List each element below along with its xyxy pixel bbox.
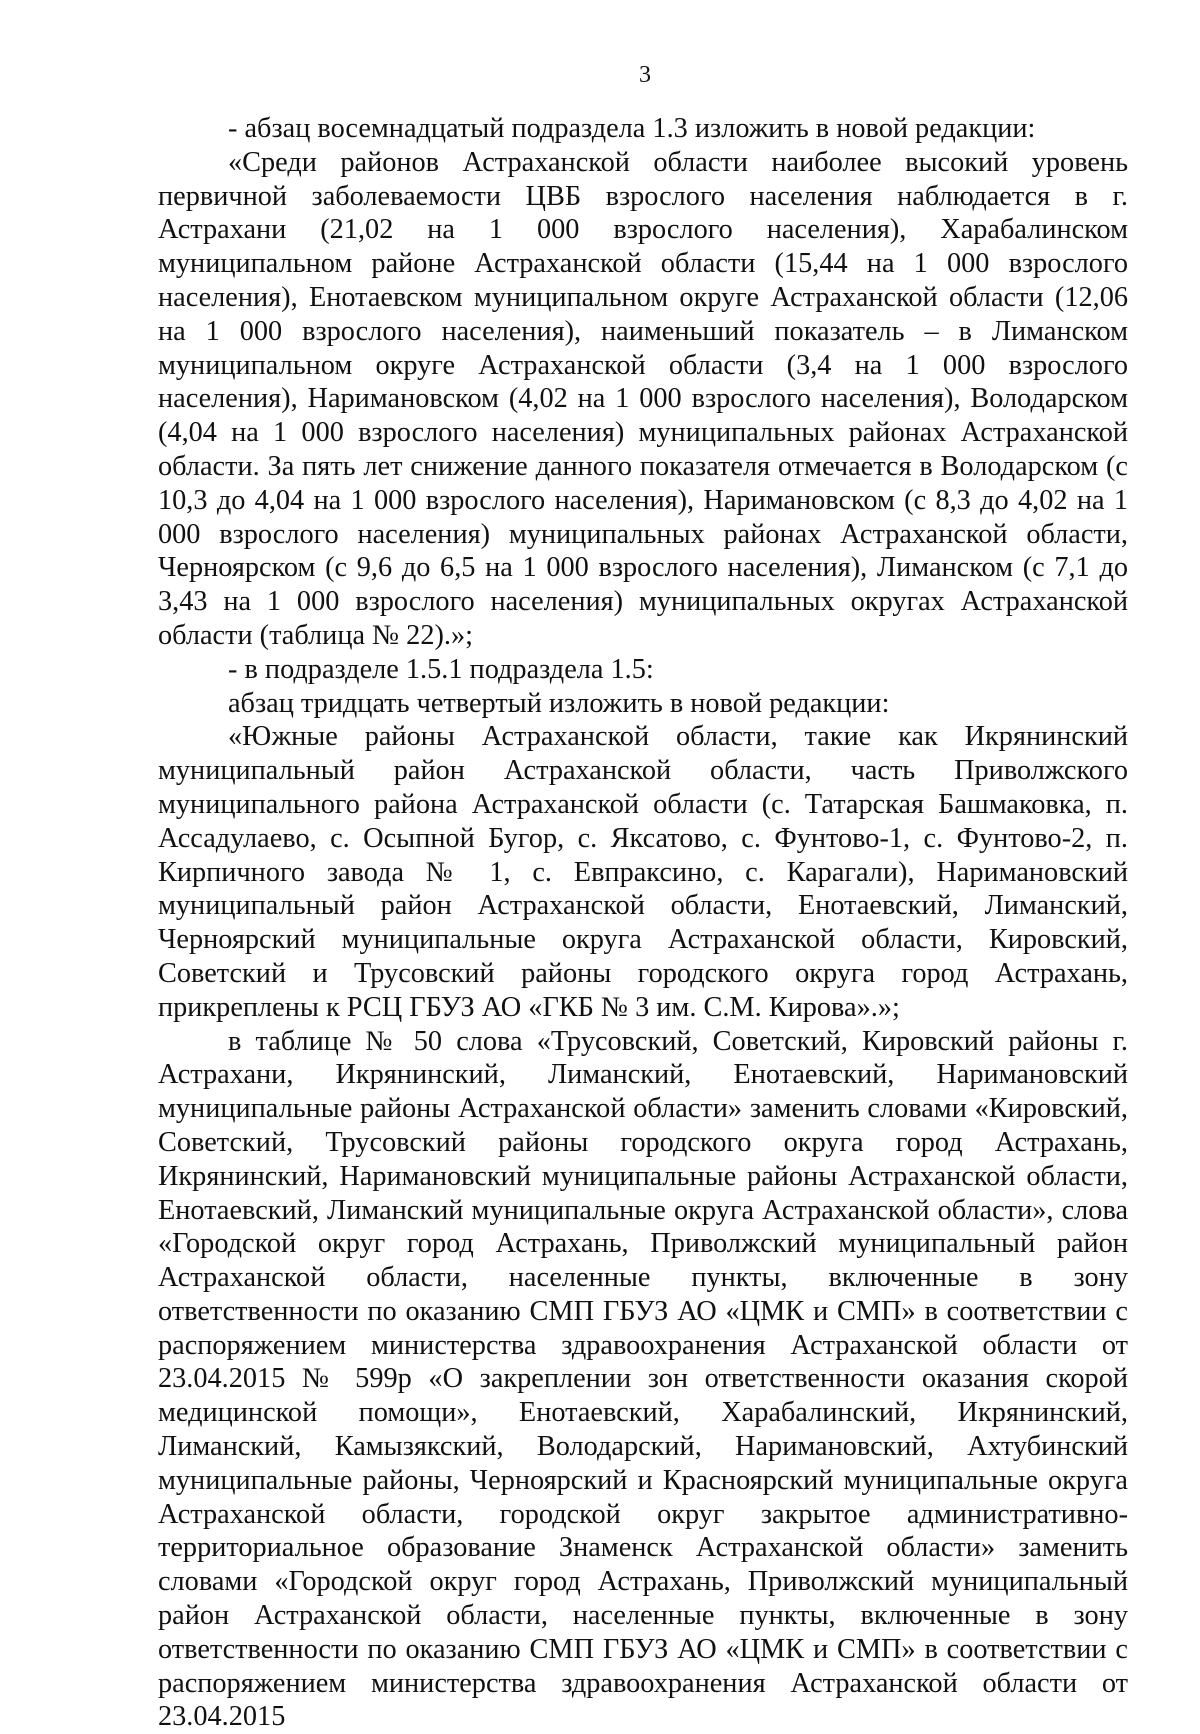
paragraph-southern-districts: «Южные районы Астраханской области, такие как Икрянинский муниципальный район Астраханской области, часть Приволжского муниципального района Астраханской области (с. Татарская Башмаковка, п. Ассадулаево, с. Осыпной Бугор, с. Яксатово, с. Фунтово-1, с. Фунтово-2, п. Кирпичного завода № 1, с. Евпраксино, с. Карагали), Наримановский муниципальный район Астраханской области, Енотаевский, Лиманский, Черноярский муниципальные округа Астраханской области, Кировский, Советский и Трусовский районы городского округа город Астрахань, прикреплены к РСЦ ГБУЗ АО «ГКБ № 3 им. С.М. Кирова».»; [158, 721, 1128, 1023]
page-number: 3 [639, 62, 651, 88]
paragraph-table-50-changes: в таблице № 50 слова «Трусовский, Советский, Кировский районы г. Астрахани, Икрянинский, Лиманский, Енотаевский, Наримановский муниципальные районы Астраханской области» заменить словами «Кировский, Советский, Трусовский районы городского округа город Астрахань, Икрянинский, Наримановский муниципальные районы Астраханской области, Енотаевский, Лиманский муниципальные округа Астраханской области», слова «Городской округ город Астрахань, Приволжский муниципальный район Астраханской области, населенные пункты, включенные в зону ответственности по оказанию СМП ГБУЗ АО «ЦМК и СМП» в соответствии с распоряжением министерства здравоохранения Астраханской области от 23.04.2015 № 599р «О закреплении зон ответственности оказания скорой медицинской помощи», Енотаевский, Харабалинский, Икрянинский, Лиманский, Камызякский, Володарский, Наримановский, Ахтубинский муниципальные районы, Черноярский и Красноярский муниципальные округа Астраханской области, городской округ закрытое административно-территориальное образование Знаменск Астраханской области» заменить словами «Городской округ город Астрахань, Приволжский муниципальный район Астраханской области, населенные пункты, включенные в зону ответственности по оказанию СМП ГБУЗ АО «ЦМК и СМП» в соответствии с распоряжением министерства здравоохранения Астраханской области от 23.04.2015 [158, 1025, 1128, 1733]
paragraph-subsection-1-5-1: - в подразделе 1.5.1 подраздела 1.5: [228, 653, 654, 685]
document-body [158, 112, 1128, 1734]
paragraph-amendment-intro: - абзац восемнадцатый подраздела 1.3 изложить в новой редакции: [228, 113, 1036, 144]
paragraph-cvd-morbidity: «Среди районов Астраханской области наиболее высокий уровень первичной заболеваемости ЦВБ взрослого населения наблюдается в г. Астрахани (21,02 на 1 000 взрослого населения), Харабалинском муниципальном районе Астраханской области (15,44 на 1 000 взрослого населения), Енотаевском муниципальном округе Астраханской области (12,06 на 1 000 взрослого населения), наименьший показатель – в Лиманском муниципальном округе Астраханской области (3,4 на 1 000 взрослого населения), Наримановском (4,02 на 1 000 взрослого населения), Володарском (4,04 на 1 000 взрослого населения) муниципальных районах Астраханской области. За пять лет снижение данного показателя отмечается в Володарском (с 10,3 до 4,04 на 1 000 взрослого населения), Наримановском (с 8,3 до 4,02 на 1 000 взрослого населения) муниципальных районах Астраханской области, Черноярском (с 9,6 до 6,5 на 1 000 взрослого населения), Лиманском (с 7,1 до 3,43 на 1 000 взрослого населения) муниципальных округах Астраханской области (таблица № 22).»; [158, 146, 1128, 651]
paragraph-thirty-fourth-intro: абзац тридцать четвертый изложить в новой редакции: [228, 687, 890, 719]
